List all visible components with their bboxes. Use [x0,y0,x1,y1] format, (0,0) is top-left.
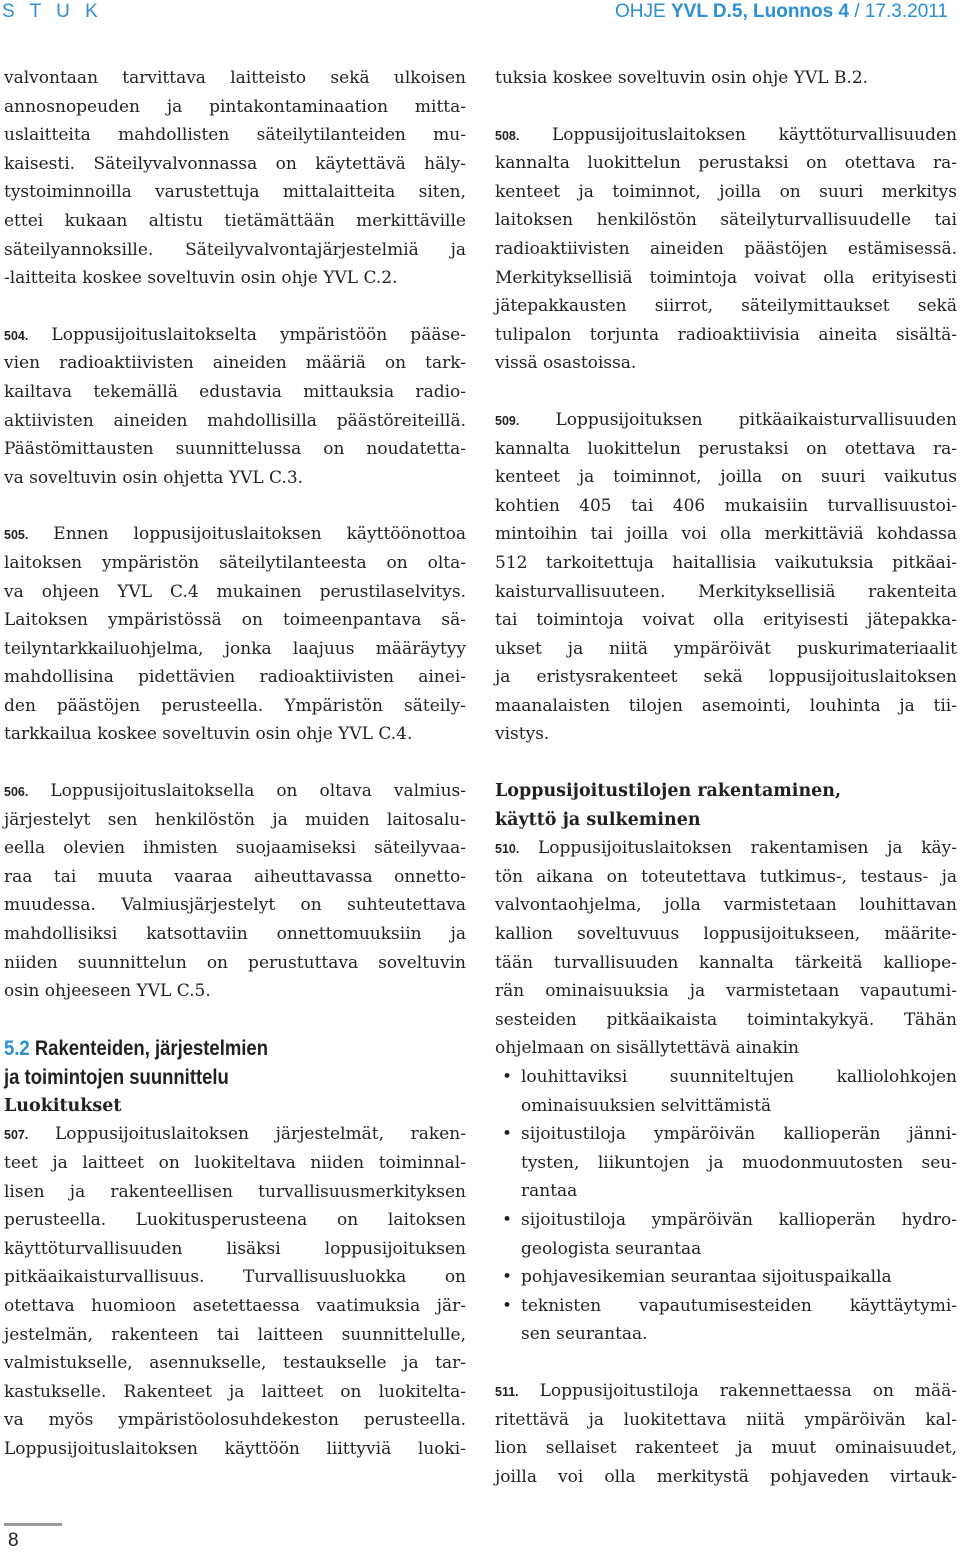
text-line [4,321,466,350]
bullet-icon: • [502,1295,513,1316]
paragraph-number: 506. [4,785,29,800]
text-line [4,635,466,664]
line-text: rantaa [521,1181,578,1202]
line-text: 512 tarkoitettuja haitallisia vaikutuksia pitkäai- [495,552,957,573]
line-text: ritettävä ja luokitettava niitä ympäröivän kal- [495,1409,957,1430]
text-line [4,207,466,236]
line-text: kannalta luokittelun perustaksi on otettava ra- [495,153,957,174]
line-text: kohtien 405 tai 406 mukaisiin turvallisuustoi- [495,495,957,516]
line-text: kallion soveltuvuus loppusijoitukseen, määrite- [495,924,957,945]
line-text: annosnopeuden ja pintakontaminaation mitta- [4,96,466,117]
text-line [4,834,466,863]
text-line [495,549,957,578]
paragraph-number: 508. [495,128,520,143]
line-text: pitkäaikaisturvallisuus. Turvallisuusluokka on [4,1267,466,1288]
paragraph-gap [4,749,466,777]
line-text: tai toimintoja voivat olla erityisesti jätepakka- [495,610,957,631]
line-text: va ohjeen YVL C.4 mukainen perustilaselvitys. [4,581,466,602]
line-text: eella olevien ihmisten suojaamiseksi säteilyvaa- [4,838,466,859]
text-line [495,264,957,293]
section-title: Rakenteiden, järjestelmien [29,1036,268,1060]
line-text: muudessa. Valmiusjärjestelyt on suhteutettava [4,895,466,916]
line-text: joilla voi olla merkitystä pohjaveden virtauk- [495,1466,957,1487]
text-line [4,1349,466,1378]
text-line [4,236,466,265]
line-text: Laitoksen ympäristössä on toimeenpantava sä- [4,610,466,631]
line-text: mahdollisina pidettävien radioaktiivisten ainei- [4,667,466,688]
text-line [495,578,957,607]
text-line [4,920,466,949]
text-line [4,549,466,578]
text-line [495,520,957,549]
line-text: tulipalon torjunta radioaktiivisia aineita sisältä- [495,324,957,345]
line-text: kaisturvallisuuteen. Merkityksellisiä rakenteita [495,581,957,602]
line-text: pohjavesikemian seurantaa sijoituspaikalla [521,1267,892,1288]
paragraph-number: 511. [495,1384,519,1399]
bullet-icon: • [502,1124,513,1145]
line-text: ohjelmaan on sisällytettävä ainakin [495,1038,799,1059]
text-line [4,606,466,635]
line-text: valvontaan tarvittava laitteisto sekä ulkoisen [4,68,466,88]
paragraph-number: 504. [4,328,29,343]
text-line [4,1206,466,1235]
line-text: aktiivisten aineiden mahdollisilla päästöreiteillä. [4,410,466,431]
bullet-item-line [495,1063,957,1092]
text-line [495,920,957,949]
text-line [4,720,466,749]
line-text: uslaitteita mahdollisten säteilytilanteiden mu- [4,125,466,146]
line-text: tään turvallisuuden kannalta tärkeitä kalliope- [495,952,957,973]
line-text: tystoiminnoilla varustettuja mittalaitteita siten, [4,182,466,203]
text-line [4,93,466,122]
text-line [4,1321,466,1350]
text-line [495,834,957,863]
text-line [4,578,466,607]
doc-code: YVL D.5, Luonnos 4 [670,1,850,22]
text-line [4,1149,466,1178]
section-number: 5.2 [4,1036,30,1060]
subsection-heading: Loppusijoitustilojen rakentaminen, [495,781,842,802]
text-line [495,1034,957,1063]
line-text: ukset ja niitä ympäröivät puskurimateriaalit [495,638,957,659]
text-line [4,64,466,93]
text-line [495,1006,957,1035]
line-text: kailtava tekemällä edustavia mittauksia radio- [4,381,466,402]
line-text: perusteella. Luokitusperusteena on laitoksen [4,1210,466,1231]
line-text: va myös ympäristöolosuhdekeston perusteella. [4,1410,466,1431]
footer-rule [4,1523,62,1526]
line-text: teet ja laitteet on luokiteltava niiden toiminnal- [4,1153,466,1173]
paragraph-gap [495,378,957,406]
right-column [495,64,957,1491]
text-line [495,863,957,892]
line-text: käyttöturvallisuuden lisäksi loppusijoituksen [4,1238,466,1259]
line-text: Loppusijoituslaitoksen käyttöön liittyviä luoki- [4,1438,466,1459]
text-line [495,463,957,492]
page-number: 8 [8,1530,19,1551]
bullet-icon: • [502,1267,513,1288]
text-line [4,121,466,150]
line-text: lisen ja rakenteellisen turvallisuusmerkityksen [4,1181,466,1202]
line-text: sesteiden pitkäaikaista toimintakykyä. Tähän [495,1009,957,1030]
line-text: raa tai muuta vaaraa aiheuttavassa onnetto- [4,866,466,887]
text-line [495,149,957,178]
text-line [495,349,957,378]
line-text: -laitteita koskee soveltuvin osin ohje YVL C.2. [4,268,398,289]
text-line [495,949,957,978]
line-text: kaisesti. Säteilyvalvonnassa on käytettävä häly- [4,153,466,174]
text-line [495,235,957,264]
text-line [4,806,466,835]
bullet-item-line [495,1120,957,1149]
line-text: louhittaviksi suunniteltujen kalliolohkojen [521,1067,957,1087]
line-text: Loppusijoituslaitoksen järjestelmät, raken- [28,1124,466,1145]
text-line [495,977,957,1006]
text-line [495,178,957,207]
line-text: radioaktiivisten aineiden päästöjen estämisessä. [495,238,957,259]
text-line [495,635,957,664]
line-text: tysten, liikuntojen ja muodonmuutosten seu- [521,1152,957,1173]
line-text: kastukselle. Rakenteet ja laitteet on luokitelta- [4,1381,466,1402]
text-line [4,663,466,692]
text-line [4,1120,466,1149]
subsection-heading: käyttö ja sulkeminen [495,809,701,830]
bullet-item-line [495,1292,957,1321]
text-line [495,492,957,521]
text-line [495,64,957,93]
text-line [495,1149,957,1178]
text-line [495,1320,957,1349]
line-text: sijoitustiloja ympäröivän kallioperän hydro- [521,1209,957,1230]
section-title: ja toimintojen suunnittelu [4,1065,229,1089]
paragraph-gap [4,1006,466,1034]
text-line [4,1406,466,1435]
text-line [495,720,957,749]
line-text: Loppusijoituslaitoksen käyttöturvallisuuden [519,124,957,145]
section-heading [4,1034,411,1063]
paragraph-number: 509. [495,413,520,428]
text-line [495,292,957,321]
text-line [4,378,466,407]
text-line [4,435,466,464]
line-text: säteilyannoksille. Säteilyvalvontajärjestelmiä ja [4,239,466,260]
text-line [4,150,466,179]
line-text: tön aikana on toteutettava tutkimus-, testaus- ja [495,866,957,887]
line-text: mintoihin tai joilla voi olla merkittäviä kohdassa [495,524,957,545]
text-line [4,1263,466,1292]
line-text: Loppusijoituslaitoksella on oltava valmius- [28,781,466,802]
text-line [4,520,466,549]
text-line [495,1235,957,1264]
text-line [4,349,466,378]
paragraph-number: 510. [495,842,520,857]
line-text: teknisten vapautumisesteiden käyttäytymi- [521,1295,957,1316]
line-text: vien radioaktiivisten aineiden määriä on tark- [4,353,466,374]
paragraph-number: 507. [4,1128,29,1143]
line-text: valmistukselle, asennukselle, testaukselle ja tar- [4,1353,466,1374]
doc-prefix: OHJE [615,1,671,22]
line-text: Merkityksellisiä toimintoja voivat olla erityisesti [495,267,957,288]
line-text: mahdollisiksi katsottaviin onnettomuuksiin ja [4,924,466,945]
line-text: järjestelyt sen henkilöstön ja muiden laitosalu- [4,809,466,830]
text-line [495,1092,957,1121]
line-text: Loppusijoitustiloja rakennettaessa on mää- [518,1380,957,1401]
line-text: ja eristysrakenteet sekä loppusijoituslaitoksen [495,667,957,688]
line-text: ettei kukaan altistu tietämättään merkittäville [4,210,466,231]
line-text: niiden suunnittelun on perustuttava soveltuvin [4,952,466,973]
text-line [495,1377,957,1406]
text-line [495,1177,957,1206]
line-text: maanalaisten tilojen asemointi, louhinta ja tii- [495,695,957,716]
line-text: valvontaohjelma, jolla varmistetaan louhittavan [495,895,957,916]
doc-date: / 17.3.2011 [849,1,948,22]
text-line [495,891,957,920]
line-text: osin ohjeeseen YVL C.5. [4,981,211,1002]
left-column [4,64,466,1464]
paragraph-gap [495,749,957,777]
text-line [4,863,466,892]
line-text: Päästömittausten suunnittelussa on noudatetta- [4,439,466,460]
text-line [495,406,957,435]
paragraph-gap [495,93,957,121]
section-heading [4,1063,411,1092]
line-text: lion sellaiset rakenteet ja muut ominaisuudet, [495,1438,957,1459]
line-text: kenteet ja toiminnot, joilla on suuri vaikutus [495,467,957,488]
text-line [495,121,957,150]
line-text: jestelmän, rakenteen tai laitteen suunnittelulle, [4,1324,466,1345]
text-line [4,777,466,806]
line-text: geologista seurantaa [521,1238,702,1259]
line-text: teilyntarkkailuohjelma, jonka laajuus määräytyy [4,638,466,659]
line-text: laitoksen ympäristön säteilytilanteesta on olta- [4,552,466,573]
line-text: tarkkailua koskee soveltuvin osin ohje YVL C.4. [4,724,413,745]
text-line [4,949,466,978]
line-text: vistys. [495,724,550,745]
paragraph-gap [495,1349,957,1377]
line-text: kenteet ja toiminnot, joilla on suuri merkitys [495,181,957,202]
document-id [615,1,948,23]
text-line [495,1434,957,1463]
text-line [4,1378,466,1407]
text-line [4,464,466,493]
text-line [495,206,957,235]
text-line [4,1292,466,1321]
line-text: Loppusijoituslaitokselta ympäristöön pääse- [28,324,466,345]
bullet-icon: • [502,1067,513,1087]
text-line [4,1235,466,1264]
text-line [4,1178,466,1207]
page-header [0,0,960,30]
line-text: kannalta luokittelun perustaksi on otettava ra- [495,438,957,459]
text-line [4,178,466,207]
text-line [4,977,466,1006]
bullet-icon: • [502,1209,513,1230]
subsection-heading: Luokitukset [4,1095,122,1116]
text-line [495,663,957,692]
text-line [495,435,957,464]
text-line [4,692,466,721]
text-line [4,407,466,436]
line-text: sen seurantaa. [521,1324,648,1345]
text-line [495,321,957,350]
line-text: jätepakkausten siirrot, säteilymittaukset sekä [495,296,957,317]
line-text: va soveltuvin osin ohjetta YVL C.3. [4,467,304,488]
text-line [4,264,466,293]
bullet-item-line [495,1206,957,1235]
text-line [495,692,957,721]
line-text: tuksia koskee soveltuvin osin ohje YVL B.2. [495,68,869,88]
text-line [495,1406,957,1435]
line-text: Loppusijoituksen pitkäaikaisturvallisuuden [519,409,957,430]
line-text: laitoksen henkilöstön säteilyturvallisuudelle tai [495,210,957,231]
paragraph-gap [4,293,466,321]
line-text: Ennen loppusijoituslaitoksen käyttöönottoa [28,524,466,545]
text-line [495,1463,957,1492]
line-text: ominaisuuksien selvittämistä [521,1095,772,1116]
text-line [4,1435,466,1464]
line-text: Loppusijoituslaitoksen rakentamisen ja käy- [519,838,957,859]
line-text: vissä osastoissa. [495,353,637,374]
text-line [4,891,466,920]
paragraph-gap [4,492,466,520]
line-text: sijoitustiloja ympäröivän kallioperän jänni- [521,1124,957,1145]
line-text: otettava huomioon asetettaessa vaatimuksia jär- [4,1295,466,1316]
org-name: S T U K [2,1,103,22]
line-text: rän ominaisuuksia ja varmistetaan vapautumi- [495,981,957,1002]
bullet-item-line [495,1263,957,1292]
paragraph-number: 505. [4,528,29,543]
line-text: den päästöjen perusteella. Ympäristön säteily- [4,695,466,716]
text-line [495,606,957,635]
